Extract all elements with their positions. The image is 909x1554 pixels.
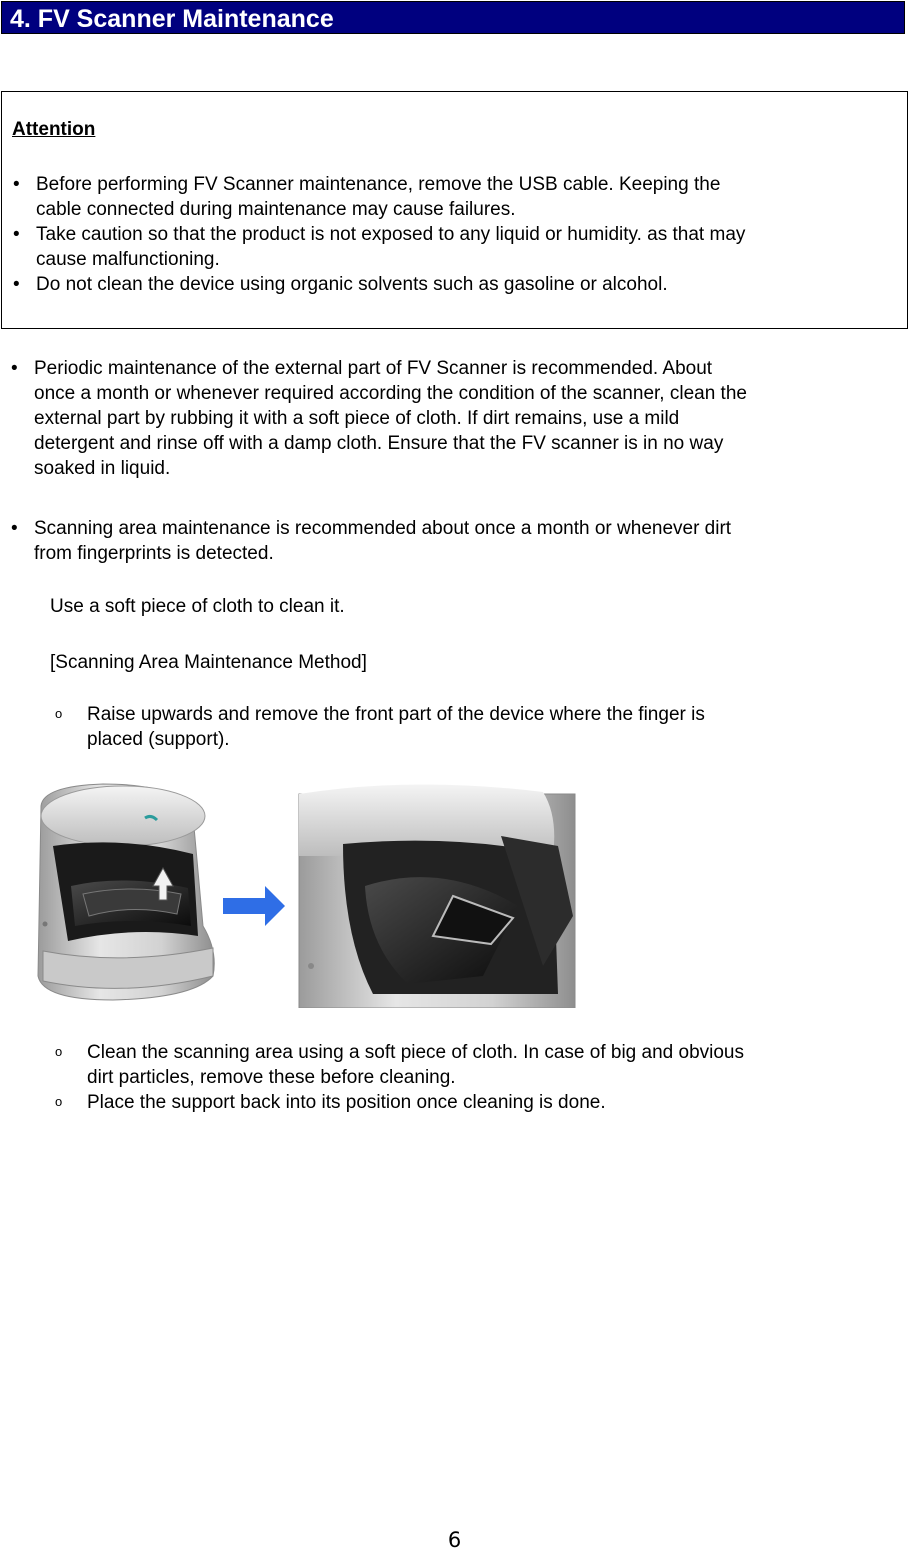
- section-title-bar: [1, 1, 905, 34]
- method-heading: [Scanning Area Maintenance Method]: [50, 652, 367, 673]
- step-marker: o: [55, 1044, 63, 1059]
- scanning-area-bullet: • Scanning area maintenance is recommended about once a month or whenever dirt from fingerprints is detected.: [11, 518, 732, 564]
- section-title: 4. FV Scanner Maintenance: [10, 5, 334, 33]
- attention-item: • Do not clean the device using organic solvents such as gasoline or alcohol.: [13, 274, 668, 295]
- bullet-icon: •: [13, 174, 20, 195]
- attention-box: [1, 91, 908, 329]
- step-marker: o: [55, 1094, 63, 1109]
- right-arrow-icon: [223, 886, 285, 926]
- scanner-before-image: [38, 784, 214, 1000]
- bullet-icon: •: [13, 224, 20, 245]
- bullet-icon: •: [13, 274, 20, 295]
- scanner-after-image: [299, 784, 575, 1008]
- bullet-icon: •: [11, 358, 18, 379]
- step-marker: o: [55, 706, 63, 721]
- attention-item: • Before performing FV Scanner maintenance, remove the USB cable. Keeping the cable connected during maintenance may cause failures.: [13, 174, 721, 220]
- page-number: 6: [447, 1528, 462, 1552]
- attention-item: • Take caution so that the product is not exposed to any liquid or humidity. as that may cause malfunctioning.: [13, 224, 746, 270]
- scanner-maintenance-figure: [13, 776, 611, 1008]
- bullet-icon: •: [11, 518, 18, 539]
- attention-list: [2, 172, 907, 297]
- attention-title: Attention: [12, 119, 96, 140]
- cloth-note: Use a soft piece of cloth to clean it.: [50, 596, 345, 617]
- periodic-maintenance-bullet: • Periodic maintenance of the external part of FV Scanner is recommended. About once a month or whenever required according the condition of the scanner, clean the external part by rubbing it with a soft piece of cloth. If dirt remains, use a mild detergent and rinse off with a damp cloth. Ensure that the FV scanner is in no way soaked in liquid.: [11, 358, 747, 479]
